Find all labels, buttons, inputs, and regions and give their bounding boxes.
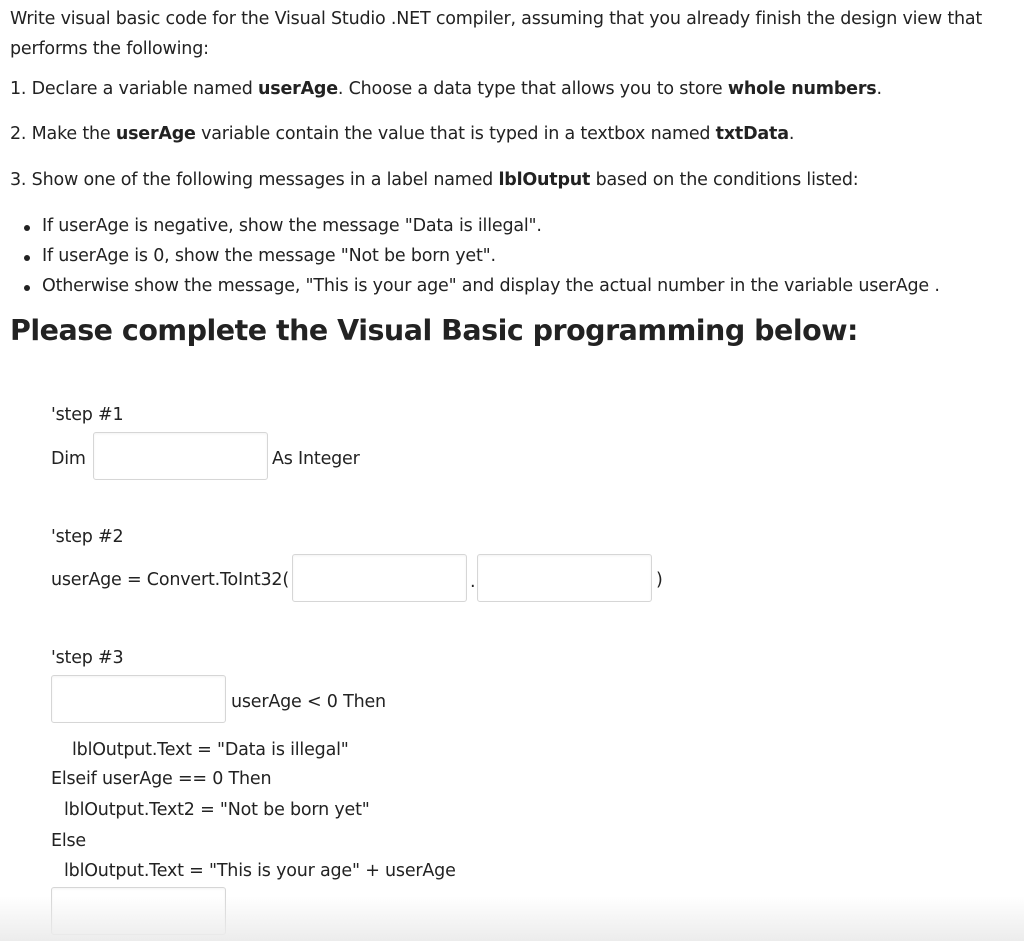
code-comment-step-1: 'step #1 xyxy=(51,405,124,425)
code-line-not-born: lblOutput.Text2 = "Not be born yet" xyxy=(64,800,370,820)
bullet-item-zero: If userAge is 0, show the message "Not be born yet". xyxy=(42,246,496,266)
bullet-dot-icon xyxy=(24,285,30,291)
bullet-item-otherwise: Otherwise show the message, "This is your age" and display the actual number in the variable userAge . xyxy=(42,276,940,296)
intro-line-2: performs the following: xyxy=(10,39,209,59)
question-intro xyxy=(10,4,1015,64)
step-3-text-end: based on the conditions listed: xyxy=(590,170,859,190)
step-2-text-end: . xyxy=(788,124,795,144)
bullet-dot-icon xyxy=(24,255,30,261)
step3-keyword-blank-input[interactable] xyxy=(51,675,226,723)
page-heading: Please complete the Visual Basic programming below: xyxy=(10,314,858,347)
step-2-text-mid: variable contain the value that is typed in a textbox named xyxy=(195,124,716,144)
code-as-integer: As Integer xyxy=(272,449,360,469)
step-1-text: 1. Declare a variable named xyxy=(10,79,258,99)
step3-end-blank-input[interactable] xyxy=(51,887,226,935)
bullet-item-negative: If userAge is negative, show the message "Data is illegal". xyxy=(42,216,542,236)
code-if-condition: userAge < 0 Then xyxy=(231,692,386,712)
code-comment-step-3: 'step #3 xyxy=(51,648,124,668)
code-else-line: Else xyxy=(51,831,87,851)
step-1-bold-type: whole numbers xyxy=(727,79,877,99)
instruction-step-2 xyxy=(10,124,794,144)
code-dot-separator: . xyxy=(470,572,476,592)
step2-object-blank-input[interactable] xyxy=(292,554,467,602)
step-1-text-mid: . Choose a data type that allows you to store xyxy=(337,79,728,99)
code-comment-step-2: 'step #2 xyxy=(51,527,124,547)
step-1-text-end: . xyxy=(876,79,882,99)
step-3-bold-label: lblOutput xyxy=(498,170,591,190)
instruction-step-1 xyxy=(10,79,882,99)
code-elseif-line: Elseif userAge == 0 Then xyxy=(51,769,272,789)
step2-property-blank-input[interactable] xyxy=(477,554,652,602)
step-2-bold-textbox: txtData xyxy=(715,124,789,144)
intro-line-1: Write visual basic code for the Visual Studio .NET compiler, assuming that you already finish the design view that xyxy=(10,9,983,29)
step-2-text: 2. Make the xyxy=(10,124,116,144)
code-line-your-age: lblOutput.Text = "This is your age" + userAge xyxy=(64,861,456,881)
code-close-paren: ) xyxy=(656,570,663,590)
code-convert-call: userAge = Convert.ToInt32( xyxy=(51,570,289,590)
step-2-bold-variable: userAge xyxy=(115,124,196,144)
code-line-data-illegal: lblOutput.Text = "Data is illegal" xyxy=(72,740,349,760)
instruction-step-3 xyxy=(10,170,858,190)
bullet-dot-icon xyxy=(24,225,30,231)
step1-variable-blank-input[interactable] xyxy=(93,432,268,480)
code-dim-keyword: Dim xyxy=(51,449,86,469)
step-1-bold-variable: userAge xyxy=(258,79,338,99)
step-3-text: 3. Show one of the following messages in a label named xyxy=(10,170,499,190)
